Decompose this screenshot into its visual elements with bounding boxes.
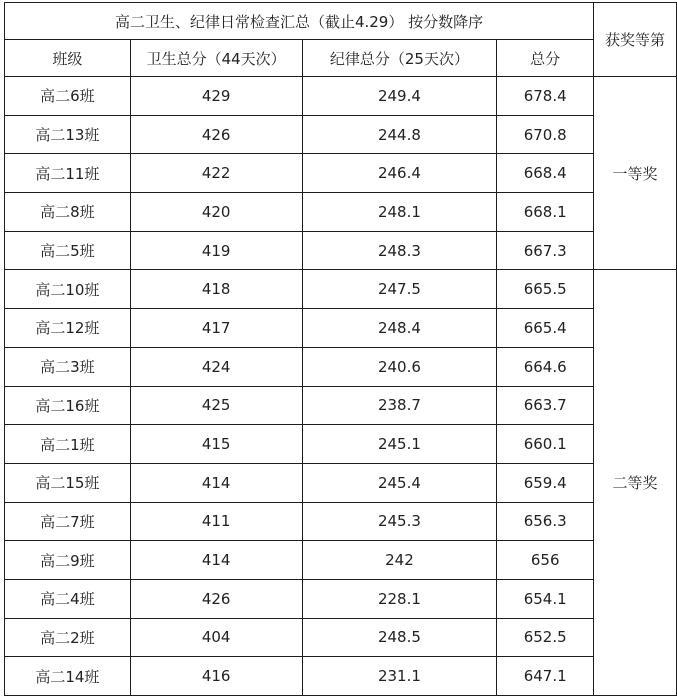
hygiene-score-cell: 415 — [130, 425, 302, 464]
class-cell: 高二2班 — [5, 618, 131, 657]
hygiene-score-cell: 426 — [130, 579, 302, 618]
hygiene-score-cell: 424 — [130, 347, 302, 386]
hygiene-score-cell: 425 — [130, 386, 302, 425]
discipline-score-cell: 244.8 — [302, 115, 497, 154]
table-row — [5, 425, 677, 464]
total-score-cell: 652.5 — [497, 618, 594, 657]
class-cell: 高二1班 — [5, 425, 131, 464]
total-score-cell: 659.4 — [497, 463, 594, 502]
class-cell: 高二9班 — [5, 541, 131, 580]
table-row — [5, 309, 677, 348]
discipline-score-cell: 247.5 — [302, 270, 497, 309]
total-score-cell: 668.1 — [497, 193, 594, 232]
total-score-cell: 647.1 — [497, 657, 594, 696]
class-cell: 高二13班 — [5, 115, 131, 154]
discipline-score-cell: 240.6 — [302, 347, 497, 386]
hygiene-score-cell: 417 — [130, 309, 302, 348]
table-row — [5, 657, 677, 696]
total-score-cell: 665.4 — [497, 309, 594, 348]
hygiene-score-cell: 420 — [130, 193, 302, 232]
table-row — [5, 386, 677, 425]
table-title: 高二卫生、纪律日常检查汇总（截止4.29） 按分数降序 — [5, 3, 594, 40]
class-cell: 高二6班 — [5, 77, 131, 116]
column-header-total: 总分 — [497, 40, 594, 77]
hygiene-score-cell: 416 — [130, 657, 302, 696]
discipline-score-cell: 248.3 — [302, 231, 497, 270]
total-score-cell: 678.4 — [497, 77, 594, 116]
hygiene-score-cell: 414 — [130, 541, 302, 580]
discipline-score-cell: 238.7 — [302, 386, 497, 425]
column-header-hygiene: 卫生总分（44天次） — [130, 40, 302, 77]
total-score-cell: 664.6 — [497, 347, 594, 386]
class-cell: 高二15班 — [5, 463, 131, 502]
discipline-score-cell: 246.4 — [302, 154, 497, 193]
table-row — [5, 502, 677, 541]
table-row — [5, 115, 677, 154]
discipline-score-cell: 245.1 — [302, 425, 497, 464]
table-row — [5, 154, 677, 193]
discipline-score-cell: 249.4 — [302, 77, 497, 116]
table-row — [5, 231, 677, 270]
class-cell: 高二10班 — [5, 270, 131, 309]
total-score-cell: 663.7 — [497, 386, 594, 425]
total-score-cell: 667.3 — [497, 231, 594, 270]
discipline-score-cell: 248.1 — [302, 193, 497, 232]
hygiene-score-cell: 414 — [130, 463, 302, 502]
class-cell: 高二3班 — [5, 347, 131, 386]
total-score-cell: 654.1 — [497, 579, 594, 618]
total-score-cell: 670.8 — [497, 115, 594, 154]
hygiene-score-cell: 422 — [130, 154, 302, 193]
total-score-cell: 656 — [497, 541, 594, 580]
class-cell: 高二12班 — [5, 309, 131, 348]
hygiene-score-cell: 419 — [130, 231, 302, 270]
column-header-class: 班级 — [5, 40, 131, 77]
total-score-cell: 665.5 — [497, 270, 594, 309]
hygiene-score-cell: 426 — [130, 115, 302, 154]
class-cell: 高二16班 — [5, 386, 131, 425]
discipline-score-cell: 245.4 — [302, 463, 497, 502]
table-row — [5, 347, 677, 386]
hygiene-score-cell: 418 — [130, 270, 302, 309]
class-cell: 高二4班 — [5, 579, 131, 618]
total-score-cell: 656.3 — [497, 502, 594, 541]
hygiene-score-cell: 411 — [130, 502, 302, 541]
award-column-header: 获奖等第 — [594, 3, 677, 77]
table-row — [5, 541, 677, 580]
discipline-score-cell: 242 — [302, 541, 497, 580]
table-row — [5, 618, 677, 657]
total-score-cell: 668.4 — [497, 154, 594, 193]
class-cell: 高二7班 — [5, 502, 131, 541]
score-summary-sheet — [4, 2, 677, 696]
table-row — [5, 193, 677, 232]
class-cell: 高二5班 — [5, 231, 131, 270]
class-cell: 高二8班 — [5, 193, 131, 232]
discipline-score-cell: 228.1 — [302, 579, 497, 618]
hygiene-score-cell: 404 — [130, 618, 302, 657]
class-cell: 高二14班 — [5, 657, 131, 696]
award-first-prize: 一等奖 — [594, 77, 677, 270]
award-second-prize: 二等奖 — [594, 270, 677, 696]
hygiene-score-cell: 429 — [130, 77, 302, 116]
discipline-score-cell: 245.3 — [302, 502, 497, 541]
table-row — [5, 77, 677, 116]
class-cell: 高二11班 — [5, 154, 131, 193]
table-row — [5, 270, 677, 309]
total-score-cell: 660.1 — [497, 425, 594, 464]
column-header-discipline: 纪律总分（25天次） — [302, 40, 497, 77]
discipline-score-cell: 231.1 — [302, 657, 497, 696]
table-row — [5, 579, 677, 618]
score-table — [4, 2, 677, 696]
discipline-score-cell: 248.4 — [302, 309, 497, 348]
discipline-score-cell: 248.5 — [302, 618, 497, 657]
table-row — [5, 463, 677, 502]
